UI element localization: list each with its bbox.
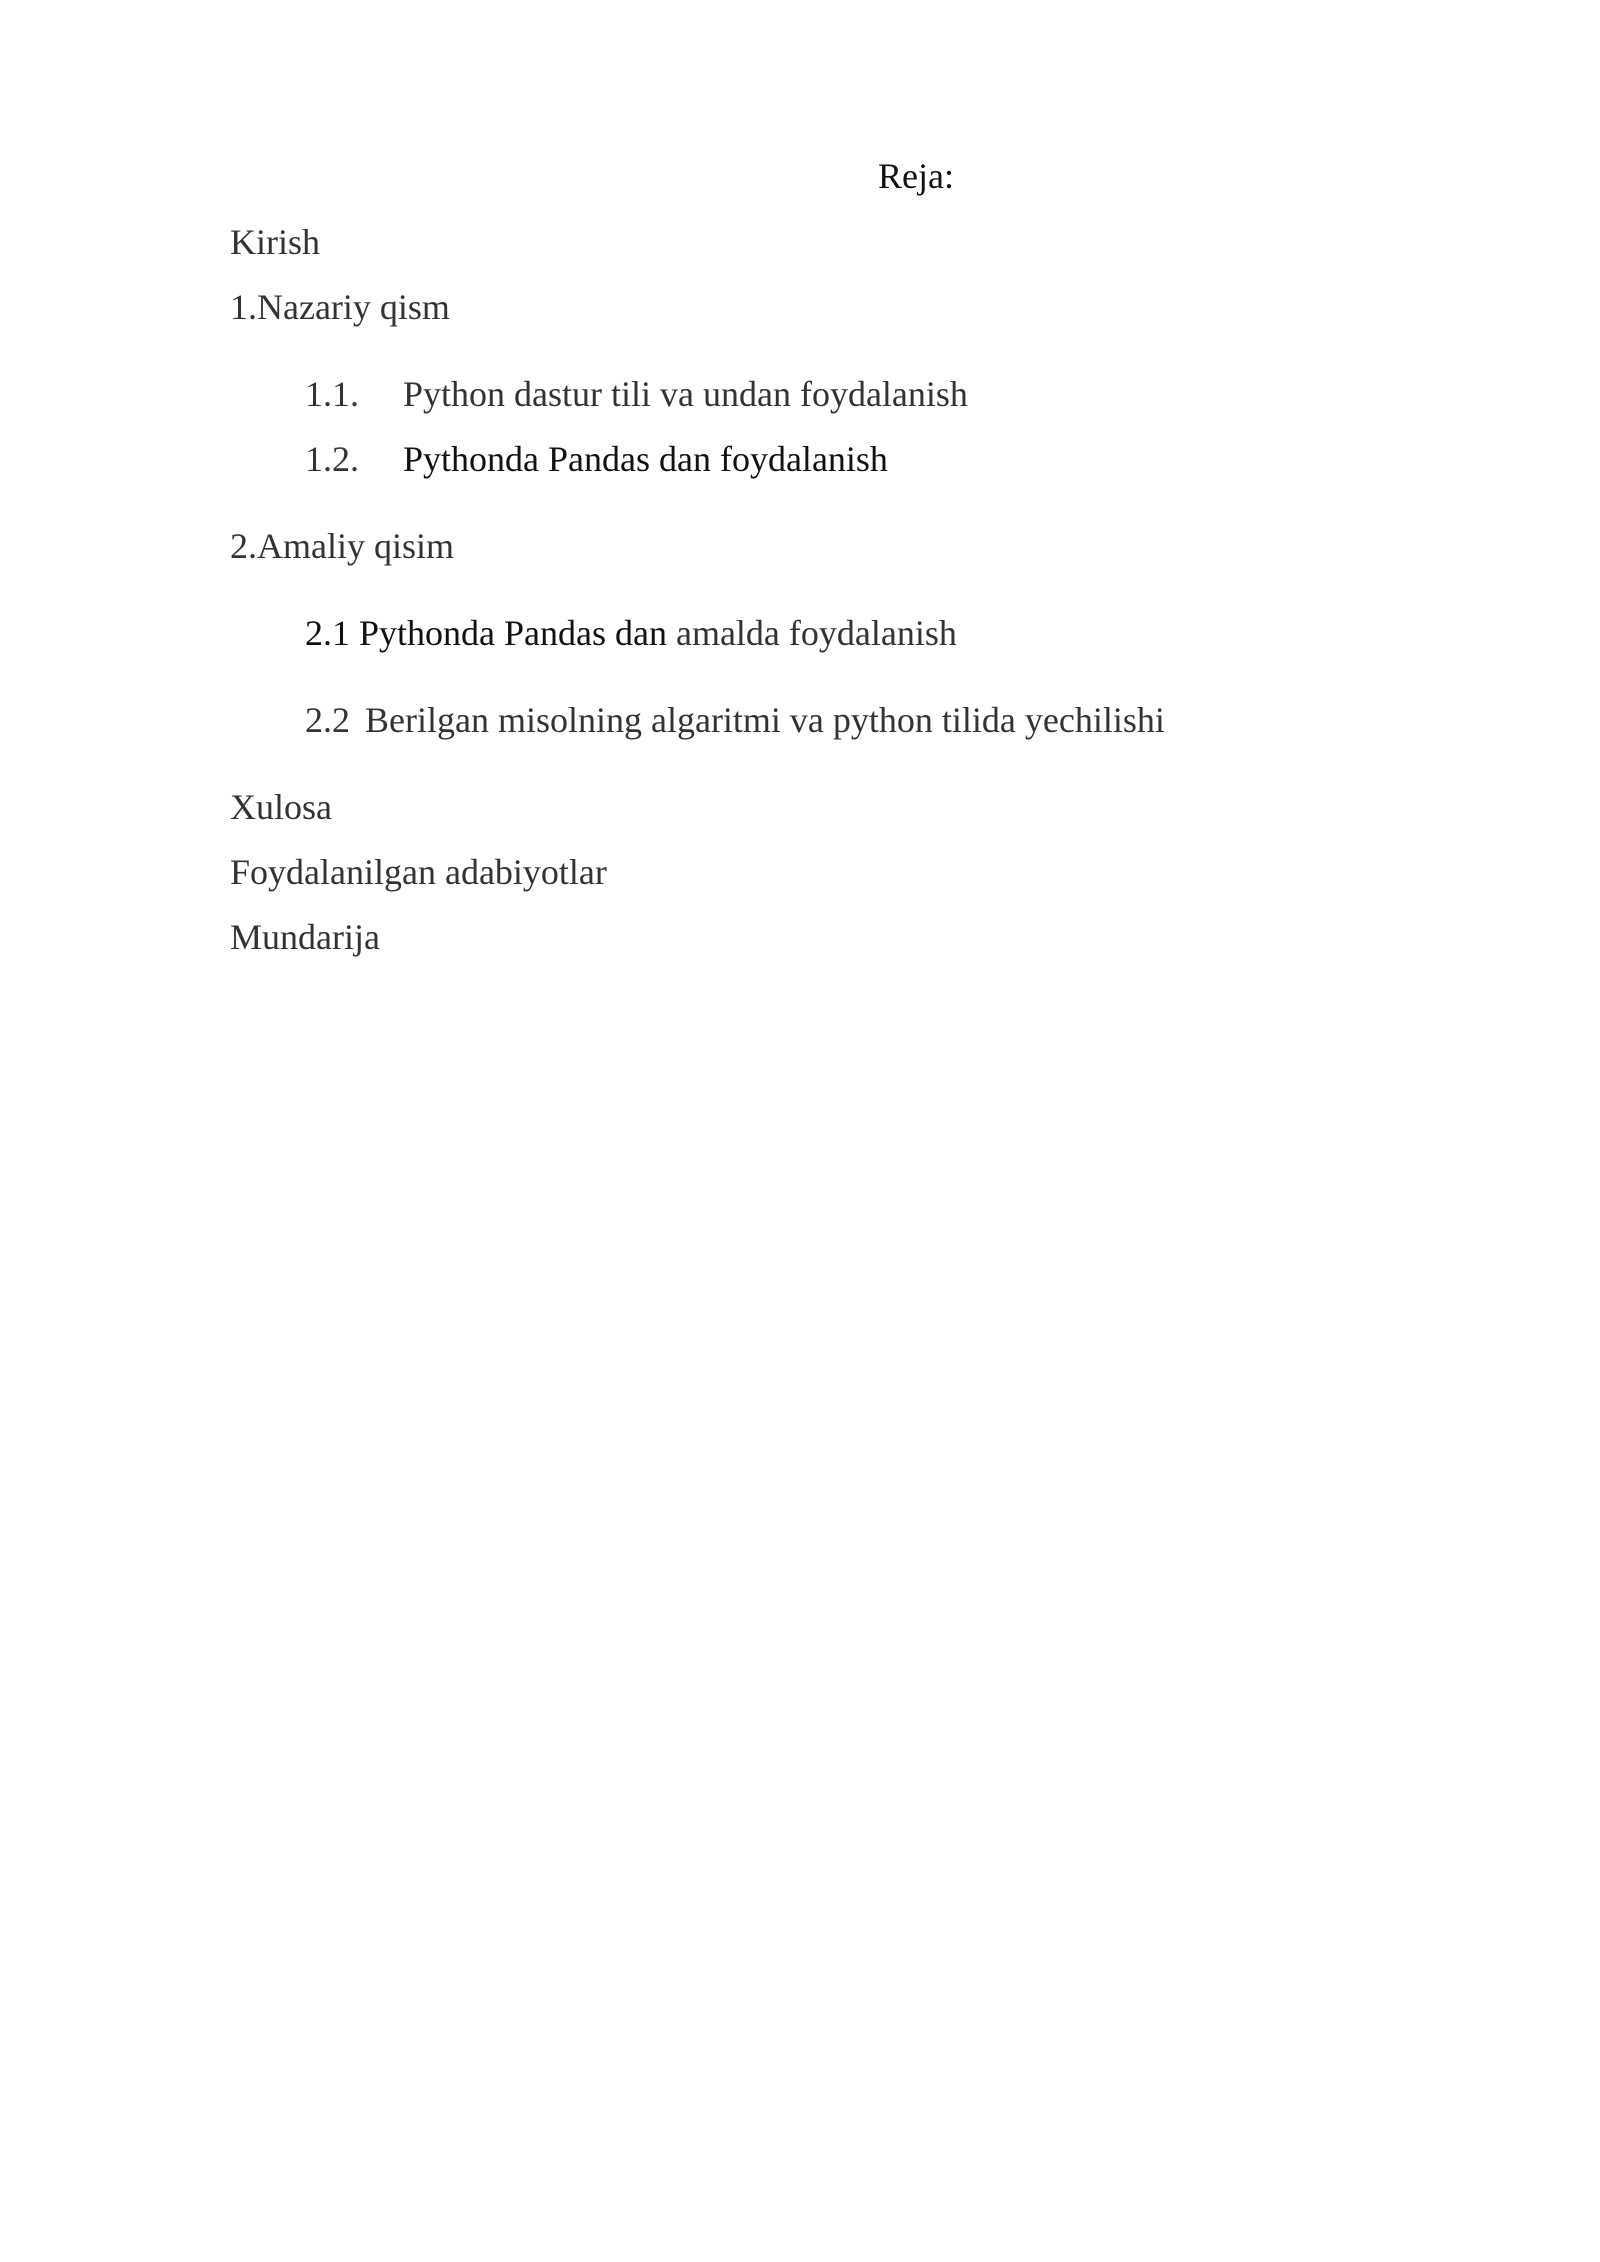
toc-subitem-1-2 bbox=[0, 437, 1600, 481]
page-title: Reja: bbox=[878, 156, 954, 196]
toc-subitem-number: 1.1. bbox=[305, 374, 359, 414]
toc-subitem-label: Python dastur tili va undan foydalanish bbox=[403, 374, 968, 414]
toc-item-nazariy-qism: 1.Nazariy qism bbox=[230, 287, 450, 327]
toc-subitem-2-2 bbox=[305, 698, 1165, 742]
toc-item-amaliy-qisim: 2.Amaliy qisim bbox=[230, 526, 454, 566]
toc-subitem-label-dark: 2.1 Pythonda Pandas dan bbox=[305, 613, 667, 653]
toc-subitem-label-rest: amalda foydalanish bbox=[666, 613, 957, 653]
toc-subitem-1-1 bbox=[0, 372, 1600, 416]
toc-subitem-number: 1.2. bbox=[305, 439, 359, 479]
toc-item-kirish: Kirish bbox=[230, 222, 320, 262]
toc-item-foydalanilgan-adabiyotlar: Foydalanilgan adabiyotlar bbox=[230, 852, 607, 892]
toc-subitem-label: Berilgan misolning algaritmi va python tilida yechilishi bbox=[365, 700, 1165, 740]
toc-subitem-label: Pythonda Pandas dan foydalanish bbox=[403, 439, 888, 479]
toc-item-mundarija: Mundarija bbox=[230, 917, 380, 957]
toc-subitem-number: 2.2 bbox=[305, 700, 350, 740]
toc-subitem-2-1 bbox=[305, 611, 957, 655]
toc-item-xulosa: Xulosa bbox=[230, 787, 332, 827]
